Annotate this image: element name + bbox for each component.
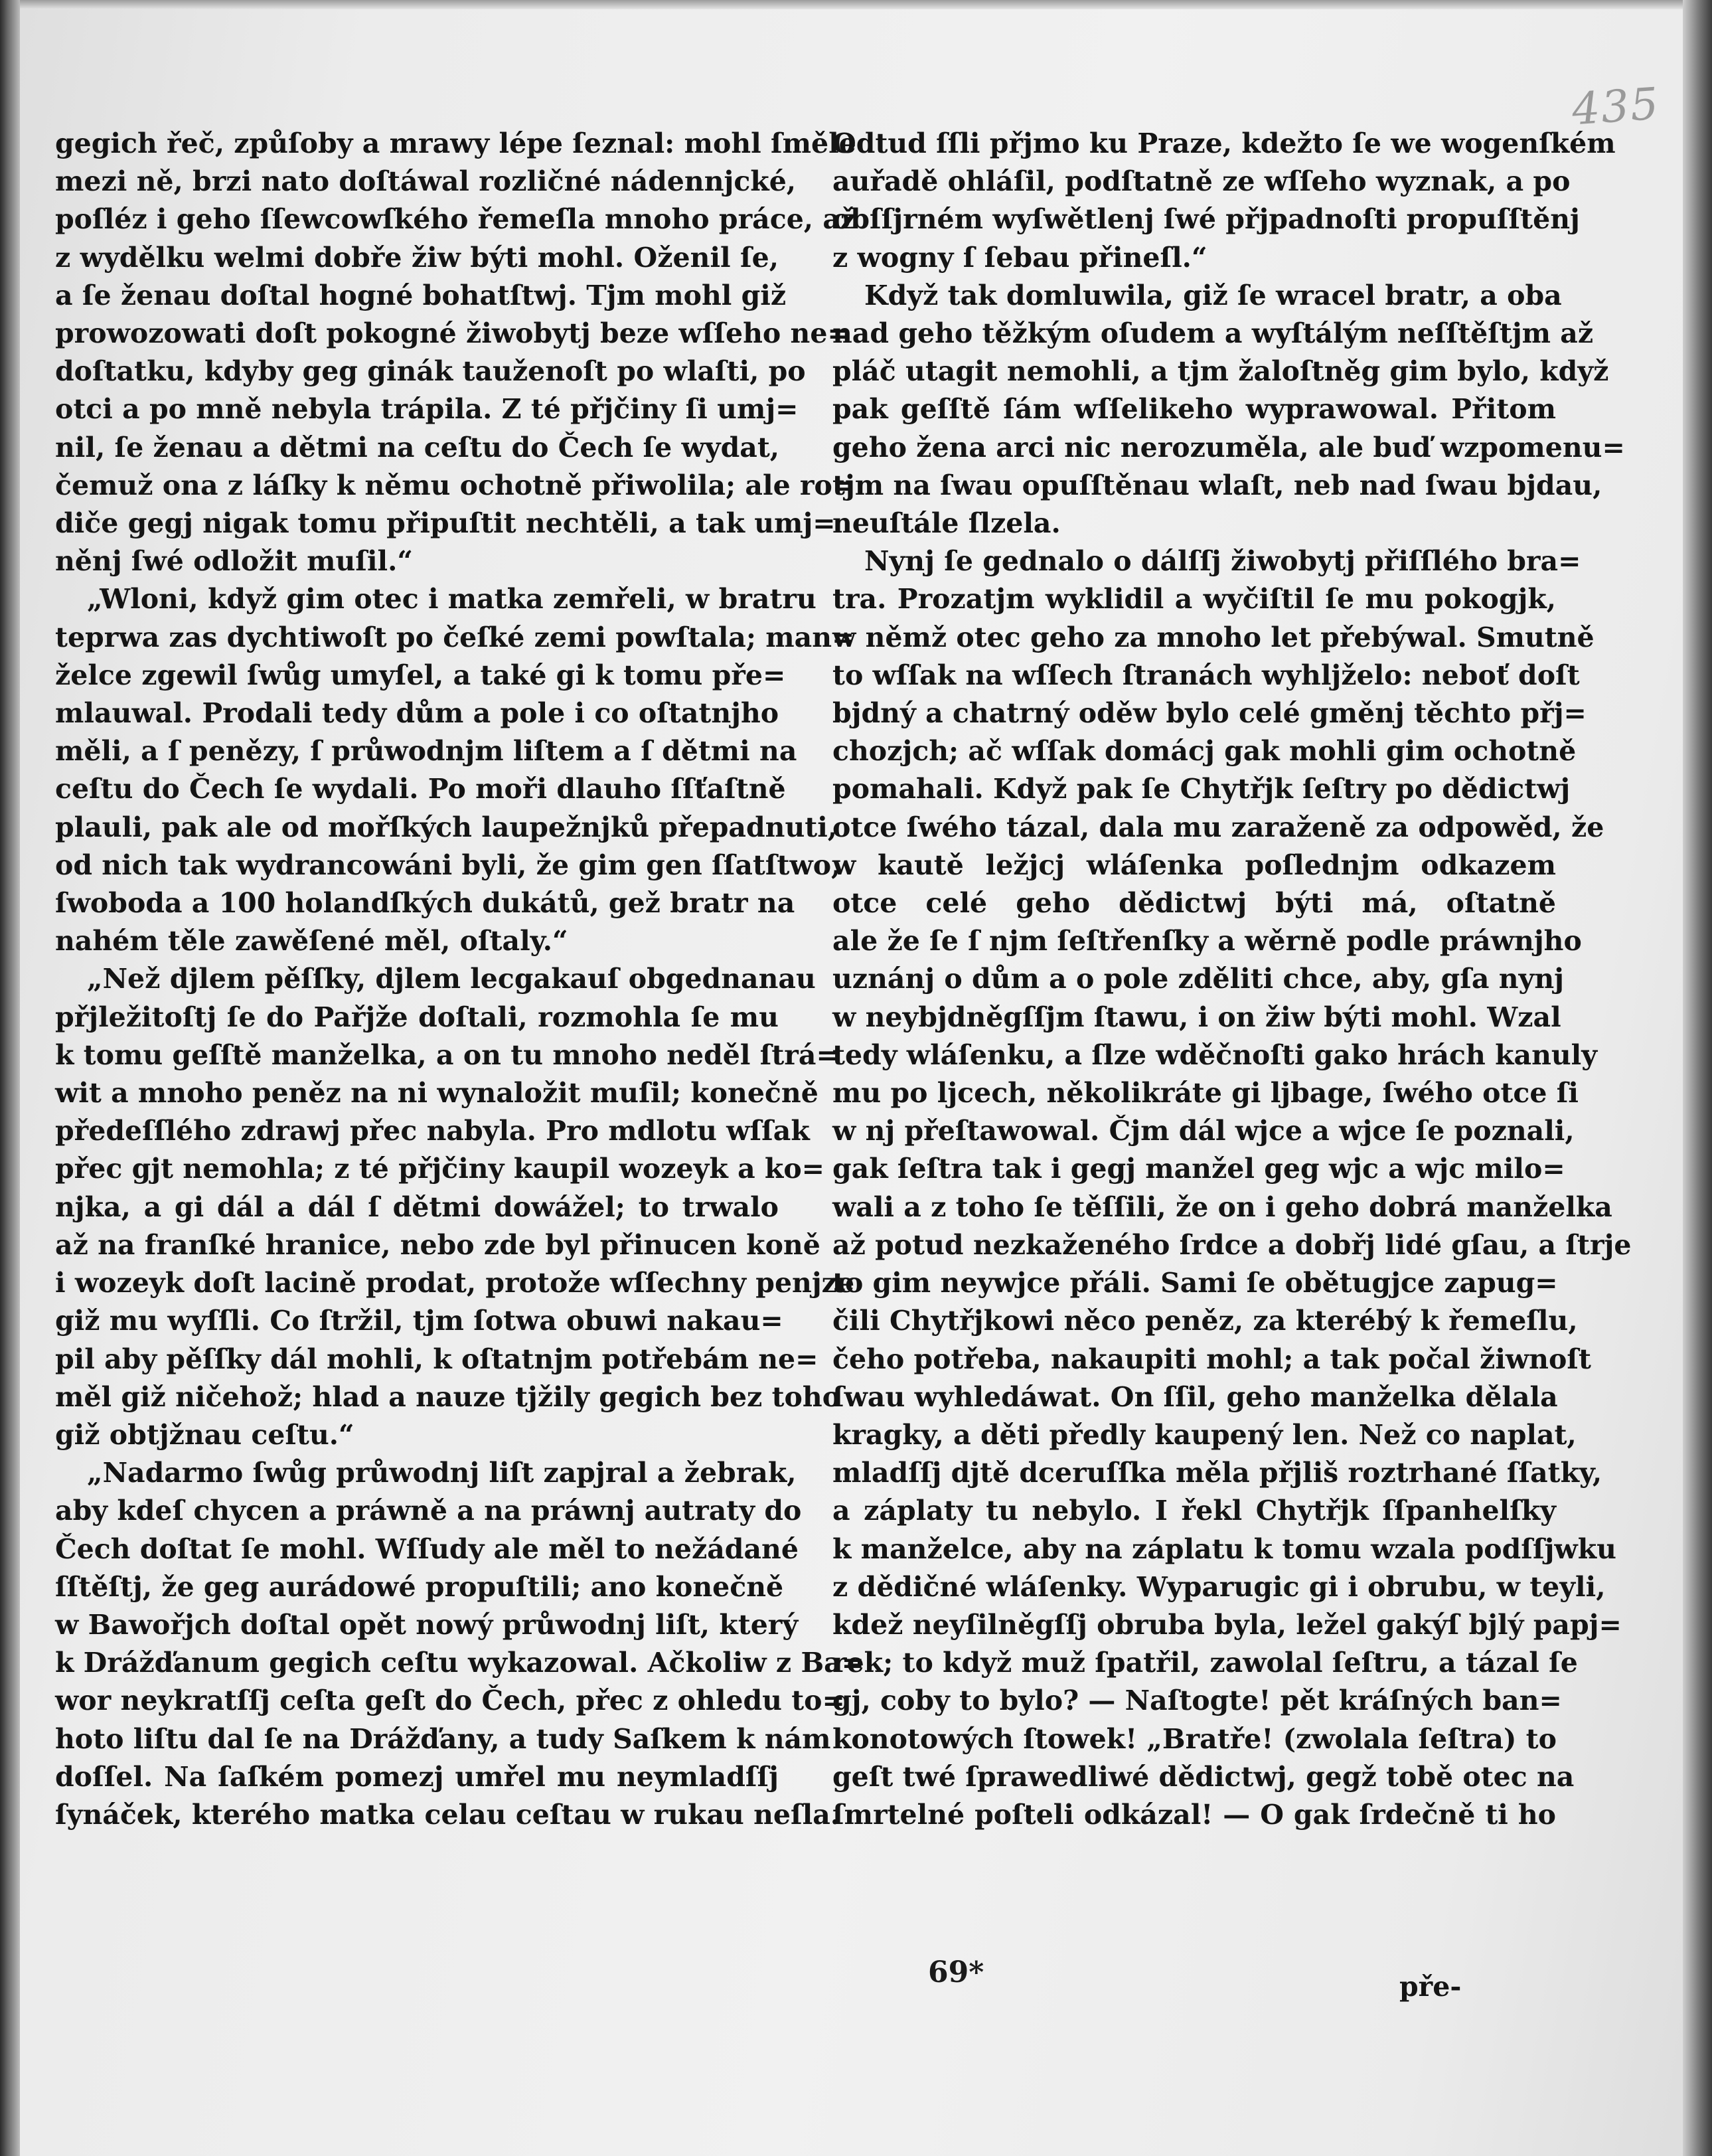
text-line: předeſſlého zdrawj přec nabyla. Pro mdlotu wſſak bbox=[55, 1115, 810, 1147]
text-line: plauli, pak ale od mořſkých laupežnjků přepadnuti, bbox=[55, 811, 838, 843]
text-line: ſynáček, kterého matka celau ceſtau w rukau neſla. bbox=[55, 1798, 840, 1831]
text-line: otce ſwého tázal, dala mu zaraženě za odpowěd, že bbox=[832, 811, 1604, 843]
text-line: nil, ſe ženau a dětmi na ceſtu do Čech ſe wydat, bbox=[55, 431, 780, 463]
text-line: w neybjdněgſſjm ſtawu, i on žiw býti mohl. Wzal bbox=[832, 1001, 1561, 1033]
text-line: rek; to když muž ſpatřil, zawolal ſeſtru, a tázal ſe bbox=[832, 1647, 1578, 1679]
text-line: nad geho těžkým oſudem a wyſtálým neſſtěſtjm až bbox=[832, 317, 1594, 350]
page-right-edge-shadow bbox=[1683, 0, 1712, 2156]
text-line: a záplaty tu nebylo. I řekl Chytřjk ſſpanhelſky bbox=[832, 1495, 1556, 1527]
text-line: „Nadarmo ſwůg průwodnj liſt zapjral a žebrak, bbox=[87, 1457, 797, 1489]
text-line: uznánj o dům a o pole zděliti chce, aby, gſa nynj bbox=[832, 963, 1564, 995]
text-line: w Bawořjch doſtal opět nowý průwodnj liſt, který bbox=[55, 1608, 799, 1641]
text-line: otci a po mně nebyla trápila. Z té přjčiny ſi umj= bbox=[55, 393, 799, 426]
text-line: a ſe ženau doſtal hogné bohatſtwj. Tjm mohl giž bbox=[55, 279, 787, 311]
text-line: pil aby pěſſky dál mohli, k oſtatnjm potřebám ne= bbox=[55, 1343, 818, 1375]
text-line: aby kdeſ chycen a práwně a na práwnj autraty do bbox=[55, 1495, 802, 1527]
text-line: to wſſak na wſſech ſtranách wyhljželo: neboť doſt bbox=[832, 659, 1580, 691]
text-line: pomahali. Když pak ſe Chytřjk ſeſtry po dědictwj bbox=[832, 773, 1571, 805]
text-line: obſſjrném wyſwětlenj ſwé přjpadnoſti propuſſtěnj bbox=[832, 203, 1580, 236]
text-line: ale že ſe ſ njm ſeſtřenſky a wěrně podle práwnjho bbox=[832, 925, 1582, 957]
text-line: něnj ſwé odložit muſil.“ bbox=[55, 545, 413, 578]
text-line: diče gegj nigak tomu připuſtit nechtěli, a tak umj= bbox=[55, 507, 836, 540]
page-number: 69* bbox=[928, 1955, 984, 1989]
text-line: giž mu wyſſli. Co ſtržil, tjm ſotwa obuwi nakau= bbox=[55, 1305, 783, 1337]
text-line: giž obtjžnau ceſtu.“ bbox=[55, 1418, 354, 1451]
text-line: njka, a gi dál a dál ſ dětmi dowážel; to trwalo bbox=[55, 1191, 779, 1223]
text-line: měl giž ničehož; hlad a nauze tjžily gegich bez toho bbox=[55, 1380, 841, 1413]
text-line: mlauwal. Prodali tedy dům a pole i co oſtatnjho bbox=[55, 697, 779, 730]
text-line: w němž otec geho za mnoho let přebýwal. Smutně bbox=[832, 621, 1595, 653]
text-line: z wydělku welmi dobře žiw býti mohl. Oženil ſe, bbox=[55, 241, 779, 274]
text-line: „Než djlem pěſſky, djlem lecgakauſ obgednanau bbox=[87, 963, 816, 995]
text-line: ſſtěſtj, že geg aurádowé propuſtili; ano konečně bbox=[55, 1570, 784, 1603]
text-line: želce zgewil ſwůg umyſel, a také gi k tomu pře= bbox=[55, 659, 786, 691]
text-line: konotowých ſtowek! „Bratře! (zwolala ſeſtra) to bbox=[832, 1722, 1557, 1755]
text-line: „Wloni, když gim otec i matka zemřeli, w bratru bbox=[87, 583, 817, 616]
text-line: tjm na ſwau opuſſtěnau wlaſt, neb nad ſwau bjdau, bbox=[832, 469, 1602, 501]
text-line: pak geſſtě ſám wſſelikeho wyprawowal. Přitom bbox=[832, 393, 1556, 426]
text-line: Když tak domluwila, giž ſe wracel bratr, a oba bbox=[864, 279, 1562, 311]
text-line: k manželce, aby na záplatu k tomu wzala podſſjwku bbox=[832, 1533, 1616, 1565]
right-text-column bbox=[832, 125, 1632, 1834]
text-line: od nich tak wydrancowáni byli, že gim gen ſſatſtwo, bbox=[55, 849, 841, 881]
text-line: wali a z toho ſe těſſili, že on i geho dobrá manželka bbox=[832, 1191, 1612, 1223]
text-line: hoto liſtu dal ſe na Drážďany, a tudy Saſkem k nám bbox=[55, 1722, 831, 1755]
text-line: geſt twé ſprawedliwé dědictwj, gegž tobě otec na bbox=[832, 1760, 1575, 1793]
text-line: auřadě ohláſil, podſtatně ze wſſeho wyznak, a po bbox=[832, 165, 1571, 198]
text-line: ſmrtelné poſteli odkázal! — O gak ſrdečně ti ho bbox=[832, 1798, 1556, 1831]
text-line: wor neykratſſj ceſta geſt do Čech, přec z ohledu to= bbox=[55, 1685, 845, 1717]
text-line: přec gjt nemohla; z té přjčiny kaupil wozeyk a ko= bbox=[55, 1153, 825, 1185]
text-line: Nynj ſe gednalo o dálſſj žiwobytj přiſſlého bra= bbox=[864, 545, 1581, 578]
text-line: tedy wláſenku, a ſlze wděčnoſti gako hrách kanuly bbox=[832, 1038, 1598, 1071]
text-line: kragky, a děti předly kaupený len. Než co naplat, bbox=[832, 1418, 1577, 1451]
text-line: ſwau wyhledáwat. On ſſil, geho manželka dělala bbox=[832, 1380, 1558, 1413]
text-line: prowozowati doſt pokogné žiwobytj beze wſſeho ne= bbox=[55, 317, 850, 350]
text-line: z dědičné wláſenky. Wyparugic gi i obrubu, w teyli, bbox=[832, 1570, 1606, 1603]
text-line: čemuž ona z láſky k němu ochotně přiwolila; ale ro= bbox=[55, 469, 856, 501]
text-line: k Drážďanum gegich ceſtu wykazowal. Ačkoliw z Ba= bbox=[55, 1647, 865, 1679]
text-line: teprwa zas dychtiwoſt po čeſké zemi powſtala; man= bbox=[55, 621, 855, 653]
text-line: Čech doſtat ſe mohl. Wſſudy ale měl to nežádané bbox=[55, 1533, 799, 1565]
text-line: gegich řeč, způſoby a mrawy lépe ſeznal: mohl ſměle bbox=[55, 127, 856, 159]
text-line: w kautě ležjcj wláſenka poſlednjm odkazem bbox=[832, 849, 1556, 881]
text-line: doſtatku, kdyby geg ginák tauženoſt po wlaſti, po bbox=[55, 355, 806, 388]
text-line: to gim neywjce přáli. Sami ſe obětugjce zapug= bbox=[832, 1267, 1558, 1299]
text-line: chozjch; ač wſſak domácj gak mohli gim ochotně bbox=[832, 735, 1577, 768]
text-line: bjdný a chatrný oděw bylo celé gměnj těchto přj= bbox=[832, 697, 1587, 730]
text-line: pláč utagit nemohli, a tjm žaloſtněg gim bylo, když bbox=[832, 355, 1609, 388]
text-line: měli, a ſ penězy, ſ průwodnjm liſtem a ſ dětmi na bbox=[55, 735, 797, 768]
text-line: kdež neyſilněgſſj obruba byla, ležel gakýſ bjlý papj= bbox=[832, 1608, 1622, 1641]
text-line: w nj přeſtawowal. Čjm dál wjce a wjce ſe poznali, bbox=[832, 1115, 1575, 1147]
text-line: neuſtále ſlzela. bbox=[832, 507, 1061, 540]
catchword: pře- bbox=[1399, 1971, 1462, 2003]
left-text-column bbox=[55, 125, 865, 1834]
text-line: poſléz i geho ſſewcowſkého řemeſla mnoho práce, až bbox=[55, 203, 856, 236]
text-line: mladſſj djtě dceruſſka měla přjliš roztrhané ſſatky, bbox=[832, 1457, 1602, 1489]
text-line: čili Chytřjkowi něco peněz, za kterébý k řemeſlu, bbox=[832, 1305, 1578, 1337]
text-line: gak ſeſtra tak i gegj manžel geg wjc a wjc milo= bbox=[832, 1153, 1565, 1185]
text-line: gj, coby to bylo? — Naſtogte! pět kráſných ban= bbox=[832, 1685, 1562, 1717]
text-line: tra. Prozatjm wyklidil a wyčiſtil ſe mu pokogjk, bbox=[832, 583, 1556, 616]
text-line: wit a mnoho peněz na ni wynaložit muſil; konečně bbox=[55, 1077, 818, 1110]
text-line: nahém těle zawěſené měl, oſtaly.“ bbox=[55, 925, 568, 957]
text-line: otce celé geho dědictwj býti má, oſtatně bbox=[832, 887, 1556, 920]
book-gutter-shadow bbox=[0, 0, 20, 2156]
text-line: doſſel. Na ſaſkém pomezj umřel mu neymladſſj bbox=[55, 1760, 779, 1793]
page-top-edge-shadow bbox=[0, 0, 1712, 9]
text-line: mezi ně, brzi nato doſtáwal rozličné nádennjcké, bbox=[55, 165, 797, 198]
text-line: k tomu geſſtě manželka, a on tu mnoho neděl ſtrá= bbox=[55, 1038, 839, 1071]
text-line: z wogny ſ ſebau přineſl.“ bbox=[832, 241, 1207, 274]
text-line: i wozeyk doſt lacině prodat, protože wſſechny penjze bbox=[55, 1267, 855, 1299]
text-line: mu po ljcech, několikráte gi ljbage, ſwého otce ſi bbox=[832, 1077, 1579, 1110]
text-line: přjležitoſtj ſe do Pařjže doſtali, rozmohla ſe mu bbox=[55, 1001, 779, 1033]
text-line: až potud nezkaženého ſrdce a dobřj lidé gſau, a ſtrje bbox=[832, 1228, 1632, 1261]
text-line: ſwoboda a 100 holandſkých dukátů, gež bratr na bbox=[55, 887, 795, 920]
text-line: geho žena arci nic nerozuměla, ale buď wzpomenu= bbox=[832, 431, 1625, 463]
text-line: až na franſké hranice, nebo zde byl přinucen koně bbox=[55, 1228, 820, 1261]
text-line: Odtud ſſli přjmo ku Praze, kdežto ſe we wogenſkém bbox=[832, 127, 1616, 159]
text-line: ceſtu do Čech ſe wydali. Po moři dlauho ſſťaſtně bbox=[55, 773, 786, 805]
text-line: čeho potřeba, nakaupiti mohl; a tak počal žiwnoſt bbox=[832, 1343, 1591, 1375]
handwritten-folio-number: 435 bbox=[1570, 78, 1662, 135]
